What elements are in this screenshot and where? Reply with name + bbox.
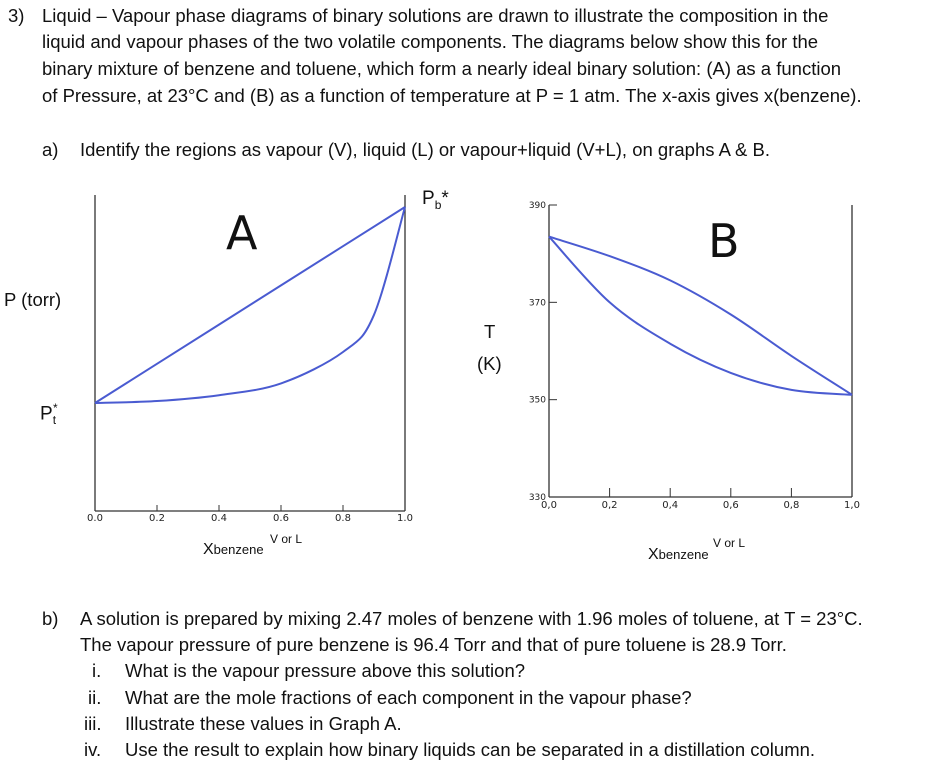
graph-b — [529, 201, 860, 511]
graph-b-series-1 — [549, 237, 852, 395]
graph-a-xlabel: Xbenzene — [203, 541, 264, 558]
graph-b-x-tick-label: 1,0 — [844, 500, 860, 511]
subpart-text-iii: Illustrate these values in Graph A. — [125, 713, 402, 734]
graph-b-y-tick-label: 370 — [528, 298, 546, 309]
graph-b-y-tick-label: 350 — [528, 395, 546, 406]
graph-b-x-tick-label: 0,8 — [783, 500, 800, 511]
subpart-text-i: What is the vapour pressure above this solution? — [125, 660, 526, 681]
intro-line-2: liquid and vapour phases of the two volatile components. The diagrams below show this for the — [42, 31, 819, 52]
graph-a-x-tick-label: 0.8 — [335, 513, 351, 524]
graph-a-x-tick-label: 0.4 — [211, 513, 227, 524]
intro-line-4: of Pressure, at 23°C and (B) as a function of temperature at P = 1 atm. The x-axis gives x(benzene). — [42, 85, 862, 106]
graph-a-x-tick-label: 0.0 — [87, 513, 103, 524]
graph-b-x-tick-label: 0,0 — [541, 500, 557, 511]
subpart-text-iv: Use the result to explain how binary liquids can be separated in a distillation column. — [125, 739, 816, 760]
subpart-label-i: i. — [92, 660, 102, 681]
graph-a-pt-marker: $P_t^*$ — [40, 401, 58, 428]
intro-line-1: Liquid – Vapour phase diagrams of binary solutions are drawn to illustrate the composition in the — [42, 5, 829, 26]
subpart-label-iv: iv. — [84, 739, 102, 760]
graph-b-ylabel-unit: (K) — [477, 353, 502, 374]
graph-b-y-tick-label: 330 — [528, 493, 546, 503]
graph-a-ylabel: P (torr) — [4, 289, 62, 310]
part-b-label: b) — [42, 608, 59, 629]
graph-a-x-tick-label: 0.6 — [273, 513, 289, 524]
graph-a-pb-marker: $P_b*$ — [422, 188, 449, 212]
graph-b-x-tick-label: 0,4 — [662, 500, 679, 511]
part-a-label: a) — [42, 139, 59, 160]
graph-b-title: B — [708, 214, 740, 268]
graph-a-annotation: V or L — [270, 532, 303, 546]
part-a-text: Identify the regions as vapour (V), liquid (L) or vapour+liquid (V+L), on graphs A & B. — [80, 139, 771, 160]
graph-b-series-2 — [549, 237, 852, 395]
part-b-line-2: The vapour pressure of pure benzene is 96.4 Torr and that of pure toluene is 28.9 Torr. — [80, 634, 787, 655]
subpart-label-ii: ii. — [88, 687, 102, 708]
graph-b-ylabel-t: T — [484, 321, 496, 342]
question-number: 3) — [8, 5, 25, 26]
subpart-label-iii: iii. — [84, 713, 102, 734]
part-b-line-1: A solution is prepared by mixing 2.47 moles of benzene with 1.96 moles of toluene, at T = 23°C. — [80, 608, 863, 629]
graph-b-x-tick-label: 0,2 — [601, 500, 618, 511]
graph-a-title: A — [226, 206, 258, 260]
graph-a-x-tick-label: 0.2 — [149, 513, 165, 524]
subpart-text-ii: What are the mole fractions of each component in the vapour phase? — [125, 687, 692, 708]
graph-a-x-tick-label: 1.0 — [397, 513, 413, 524]
graph-b-y-tick-label: 390 — [528, 201, 546, 211]
graph-b-annotation: V or L — [713, 536, 746, 550]
intro-line-3: binary mixture of benzene and toluene, which form a nearly ideal binary solution: (A) as a function — [42, 58, 842, 79]
graph-b-xlabel: Xbenzene — [648, 546, 709, 563]
graph-b-x-tick-label: 0,6 — [722, 500, 739, 511]
